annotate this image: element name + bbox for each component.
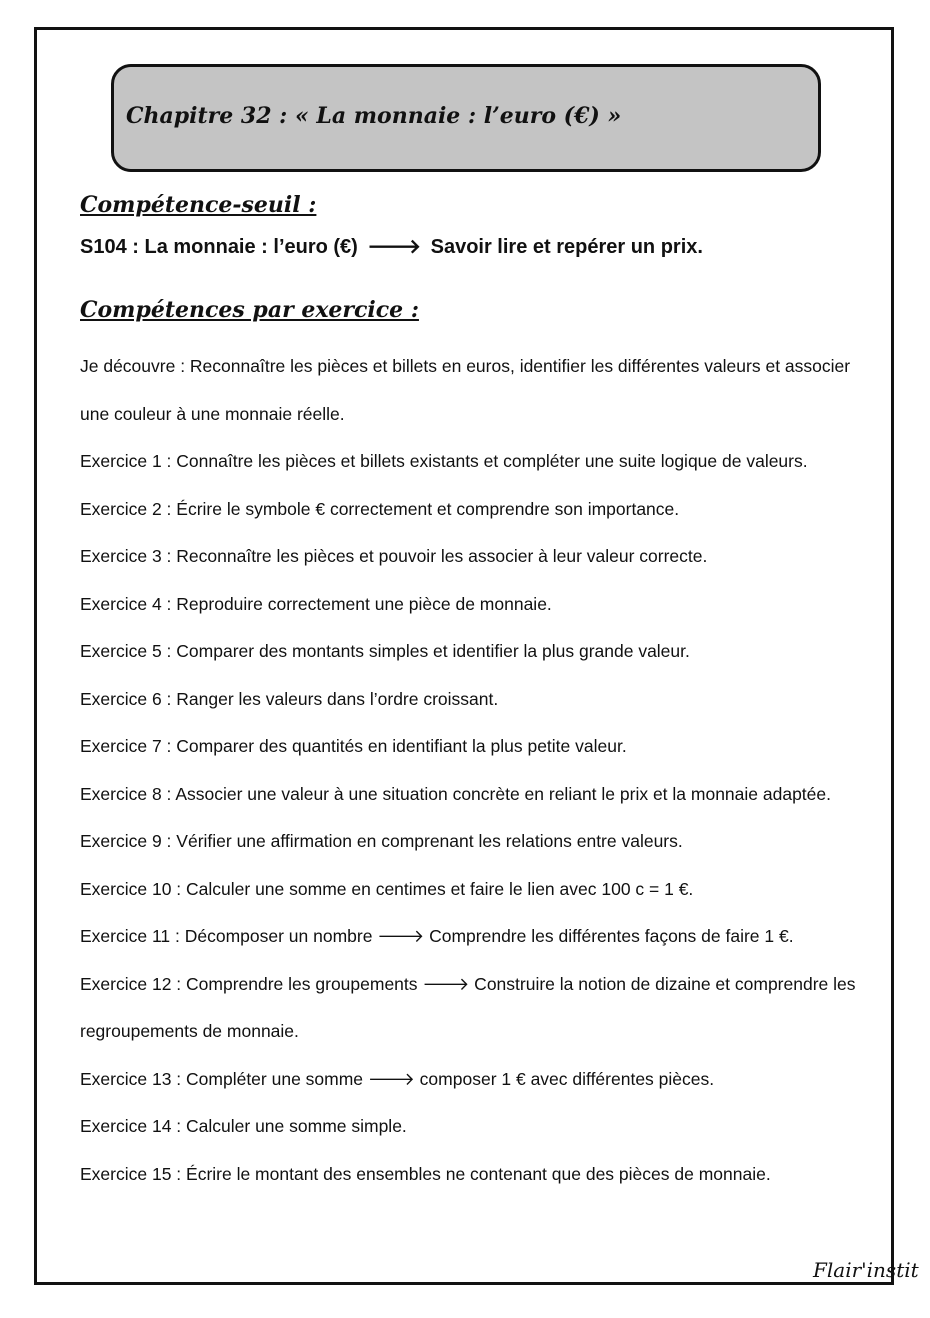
list-item: Exercice 9 : Vérifier une affirmation en comprenant les relations entre valeurs. (80, 831, 683, 851)
competence-seuil-text: Savoir lire et repérer un prix. (430, 236, 703, 258)
list-item: Exercice 7 : Comparer des quantités en identifiant la plus petite valeur. (80, 736, 627, 756)
list-item: Exercice 4 : Reproduire correctement une pièce de monnaie. (80, 593, 552, 614)
list-item: Exercice 11 : Décomposer un nombre 🡒 Comprendre les différentes façons de faire 1 €. (80, 926, 794, 946)
author-signature: Flair'instit (813, 1258, 919, 1282)
list-item: Exercice 14 : Calculer une somme simple. (80, 1116, 407, 1136)
chapter-title-box (111, 64, 821, 172)
list-item: Exercice 6 : Ranger les valeurs dans l’ordre croissant. (80, 688, 499, 709)
list-item: Exercice 5 : Comparer des montants simples et identifier la plus grande valeur. (80, 641, 690, 661)
competence-seuil-heading: Compétence-seuil : (80, 192, 317, 218)
competence-seuil-code: S104 : La monnaie : l’euro (€) (80, 236, 358, 258)
list-item: Exercice 10 : Calculer une somme en centimes et faire le lien avec 100 c = 1 €. (80, 878, 694, 899)
competence-seuil-line (80, 234, 703, 259)
list-item: Exercice 2 : Écrire le symbole € correctement et comprendre son importance. (80, 498, 680, 519)
list-item: Exercice 13 : Compléter une somme 🡒 composer 1 € avec différentes pièces. (80, 1068, 715, 1089)
list-item: Je découvre : Reconnaître les pièces et billets en euros, identifier les différentes valeurs et associer une couleur à une monnaie réelle. (80, 356, 851, 424)
arrow-right-icon: 🡒 (367, 236, 422, 258)
competences-exercice-heading: Compétences par exercice : (80, 297, 419, 323)
list-item: Exercice 12 : Comprendre les groupements 🡒 Construire la notion de dizaine et comprendre les regroupements de monnaie. (80, 973, 856, 1041)
list-item: Exercice 3 : Reconnaître les pièces et pouvoir les associer à leur valeur correcte. (80, 546, 708, 566)
chapter-title: Chapitre 32 : « La monnaie : l’euro (€) » (126, 103, 622, 129)
list-item: Exercice 15 : Écrire le montant des ensembles ne contenant que des pièces de monnaie. (80, 1163, 771, 1184)
exercise-competence-list (80, 343, 870, 1198)
list-item: Exercice 8 : Associer une valeur à une situation concrète en reliant le prix et la monnaie adaptée. (80, 783, 831, 804)
list-item: Exercice 1 : Connaître les pièces et billets existants et compléter une suite logique de valeurs. (80, 451, 808, 471)
